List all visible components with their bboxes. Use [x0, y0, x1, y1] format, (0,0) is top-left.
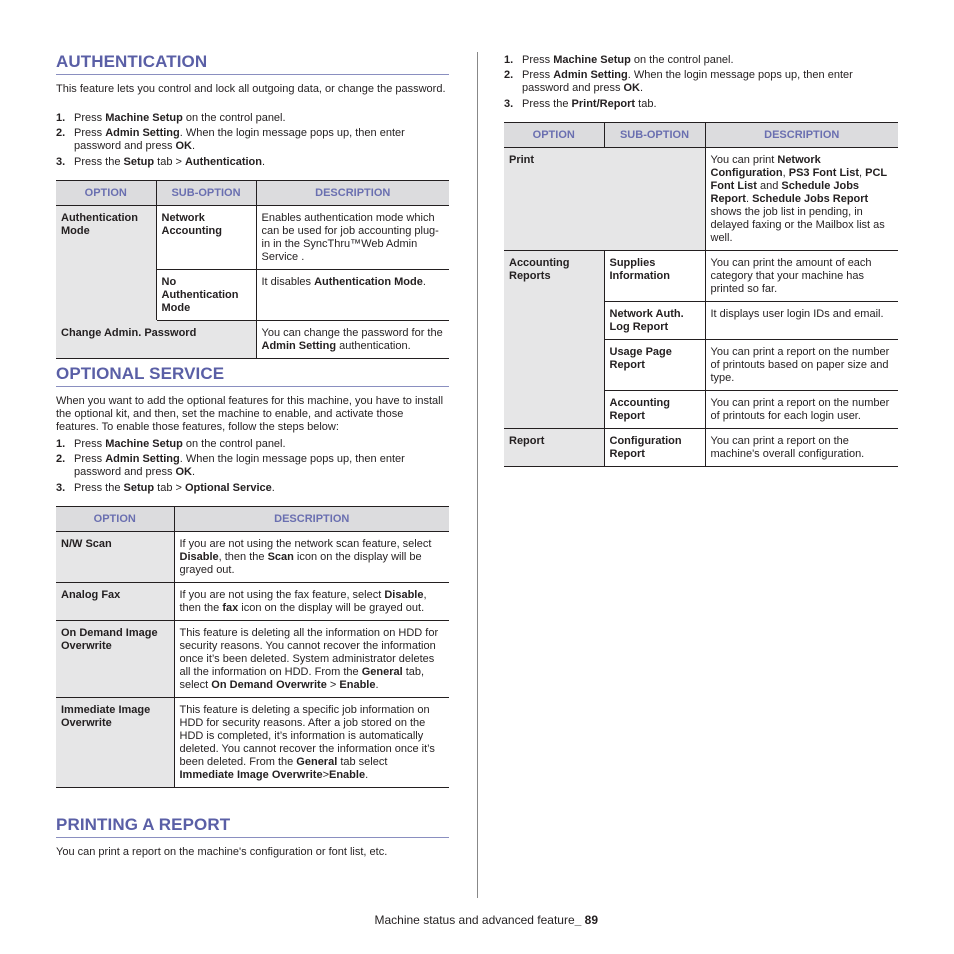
- option-cell: Print: [504, 148, 705, 251]
- table-header-row: [504, 123, 898, 148]
- table-header-row: [56, 507, 449, 532]
- description-cell: If you are not using the network scan feature, select Disable, then the Scan icon on the display will be grayed out.: [174, 532, 449, 583]
- description-cell: If you are not using the fax feature, select Disable, then the fax icon on the display will be grayed out.: [174, 583, 449, 621]
- sub-option-cell: Network Auth. Log Report: [604, 302, 705, 340]
- description-cell: You can change the password for the Admin Setting authentication.: [256, 321, 449, 359]
- step-2: 2. Press Admin Setting. When the login message pops up, then enter password and press OK.: [56, 127, 405, 153]
- step-3: 3. Press the Print/Report tab.: [504, 97, 657, 110]
- column-header: DESCRIPTION: [174, 507, 449, 532]
- table-row: [56, 206, 449, 270]
- table-row: [504, 148, 898, 251]
- table-row: [56, 321, 449, 359]
- sub-option-cell: Accounting Report: [604, 391, 705, 429]
- column-header: SUB-OPTION: [156, 181, 256, 206]
- printing-report-intro: You can print a report on the machine's configuration or font list, etc.: [56, 846, 388, 858]
- description-cell: You can print a report on the number of printouts based on paper size and type.: [705, 340, 898, 391]
- authentication-table: [56, 180, 449, 359]
- option-cell: N/W Scan: [56, 532, 174, 583]
- description-cell: You can print Network Configuration, PS3 Font List, PCL Font List and Schedule Jobs Report. Schedule Jobs Report shows the job list in pending, in delayed faxing or the Mailbox list as well.: [705, 148, 898, 251]
- step-2: 2. Press Admin Setting. When the login message pops up, then enter password and press OK.: [504, 69, 853, 95]
- column-header: DESCRIPTION: [705, 123, 898, 148]
- page-number: _ 89: [574, 913, 598, 927]
- column-header: OPTION: [56, 181, 156, 206]
- description-cell: It disables Authentication Mode.: [256, 270, 449, 321]
- step-1: 1. Press Machine Setup on the control panel.: [56, 438, 286, 450]
- step-3: 3. Press the Setup tab > Authentication.: [56, 155, 266, 168]
- option-cell: On Demand Image Overwrite: [56, 621, 174, 698]
- footer-text: Machine status and advanced feature: [374, 913, 575, 927]
- table-row: [56, 583, 449, 621]
- step-3: 3. Press the Setup tab > Optional Service.: [56, 481, 275, 494]
- printing-report-table: [504, 122, 898, 467]
- table-row: [56, 621, 449, 698]
- table-row: [504, 251, 898, 302]
- page-footer: [375, 913, 599, 927]
- description-cell: This feature is deleting all the information on HDD for security reasons. You cannot recover the information once it’s been deleted. System administrator deletes all the information on HDD. From the General tab, select On Demand Overwrite > Enable.: [174, 621, 449, 698]
- table-row: [504, 429, 898, 467]
- column-divider: [477, 52, 478, 898]
- option-cell: Authentication Mode: [56, 206, 156, 321]
- description-cell: It displays user login IDs and email.: [705, 302, 898, 340]
- sub-option-cell: Usage Page Report: [604, 340, 705, 391]
- optional-service-steps: [56, 438, 449, 497]
- authentication-steps: [56, 112, 449, 171]
- table-header-row: [56, 181, 449, 206]
- optional-service-table: [56, 506, 449, 788]
- step-2: 2. Press Admin Setting. When the login message pops up, then enter password and press OK.: [56, 453, 405, 479]
- description-cell: You can print the amount of each category that your machine has printed so far.: [705, 251, 898, 302]
- sub-option-cell: No Authentication Mode: [156, 270, 256, 321]
- description-cell: Enables authentication mode which can be used for job accounting plug-in in the SyncThru™Web Admin Service .: [256, 206, 449, 270]
- option-cell: Report: [504, 429, 604, 467]
- option-cell: Accounting Reports: [504, 251, 604, 429]
- option-cell: Immediate Image Overwrite: [56, 698, 174, 788]
- sub-option-cell: Configuration Report: [604, 429, 705, 467]
- description-cell: This feature is deleting a specific job information on HDD for security reasons. After a job stored on the HDD is completed, it’s information is automatically deleted. You cannot recover the information once it’s been deleted. From the General tab select Immediate Image Overwrite>Enable.: [174, 698, 449, 788]
- printing-report-heading: PRINTING A REPORT: [56, 815, 449, 838]
- step-1: 1. Press Machine Setup on the control panel.: [504, 54, 734, 66]
- column-header: SUB-OPTION: [604, 123, 705, 148]
- column-header: DESCRIPTION: [256, 181, 449, 206]
- printing-report-steps: [504, 54, 898, 113]
- option-cell: Analog Fax: [56, 583, 174, 621]
- sub-option-cell: Network Accounting: [156, 206, 256, 270]
- table-row: [56, 532, 449, 583]
- step-1: 1. Press Machine Setup on the control panel.: [56, 112, 286, 124]
- authentication-intro: This feature lets you control and lock all outgoing data, or change the password.: [56, 83, 446, 95]
- option-cell: Change Admin. Password: [56, 321, 256, 359]
- column-header: OPTION: [56, 507, 174, 532]
- optional-service-intro: When you want to add the optional features for this machine, you have to install the optional kit, and then, set the machine to enable, and activate those features. To enable those features, follow the steps below:: [56, 395, 444, 434]
- column-header: OPTION: [504, 123, 604, 148]
- optional-service-heading: OPTIONAL SERVICE: [56, 364, 449, 387]
- description-cell: You can print a report on the machine's overall configuration.: [705, 429, 898, 467]
- description-cell: You can print a report on the number of printouts for each login user.: [705, 391, 898, 429]
- table-row: [56, 698, 449, 788]
- sub-option-cell: Supplies Information: [604, 251, 705, 302]
- authentication-heading: AUTHENTICATION: [56, 52, 449, 75]
